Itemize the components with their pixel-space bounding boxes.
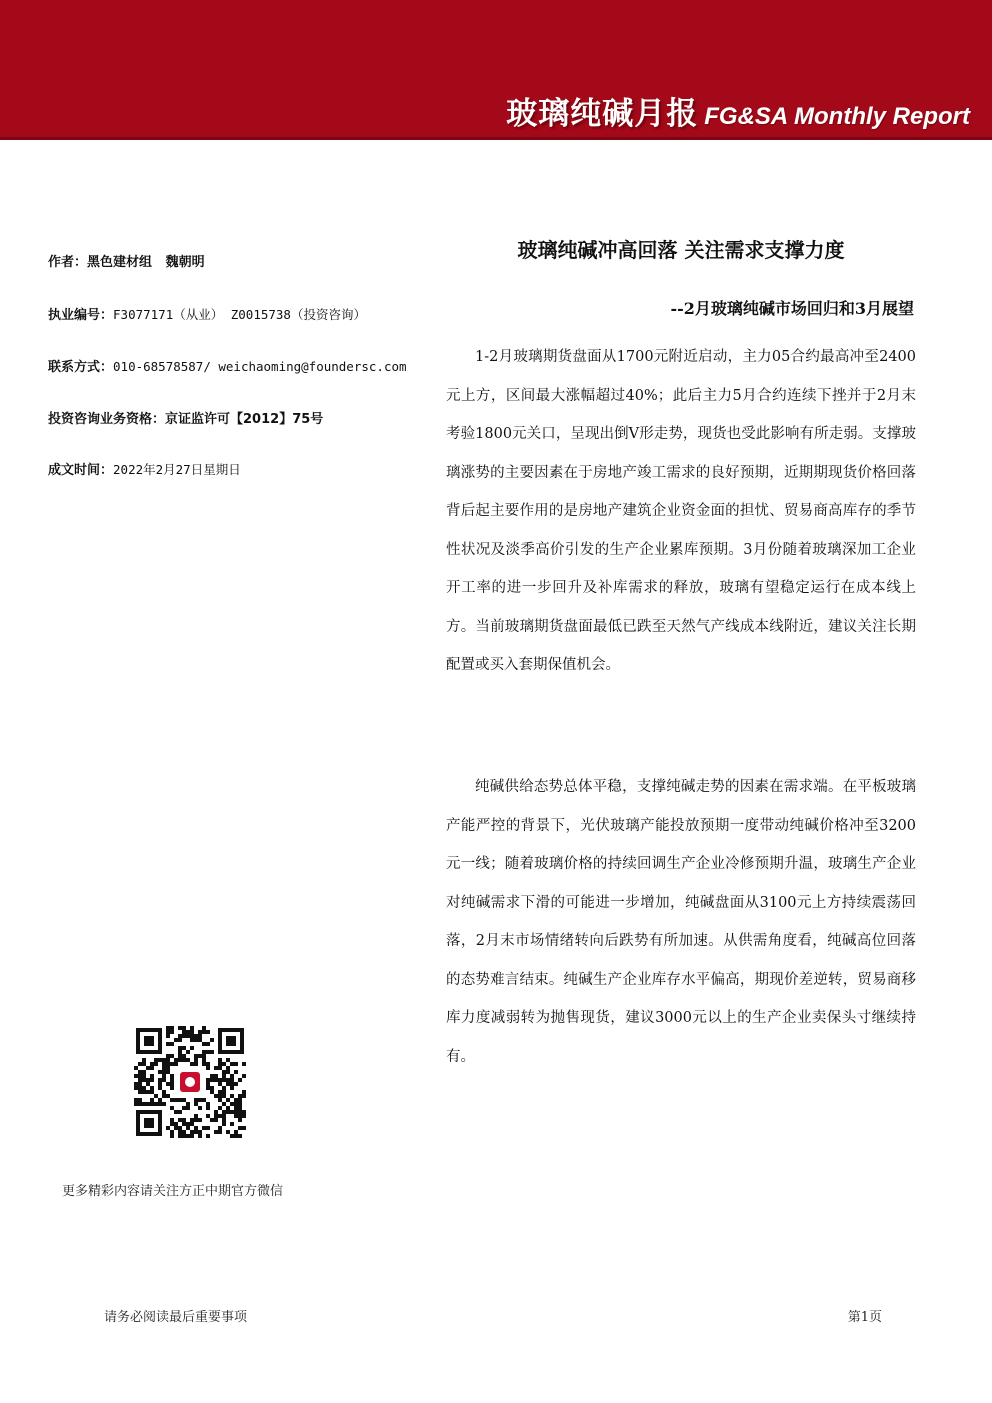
author-name: 魏朝明 <box>165 255 205 270</box>
qr-caption: 更多精彩内容请关注方正中期官方微信 <box>62 1184 284 1199</box>
qualification-value: 京证监许可【2012】75号 <box>165 412 324 427</box>
contact-value[interactable]: 010-68578587/ weichaoming@foundersc.com <box>113 359 407 374</box>
qualification-label: 投资咨询业务资格： <box>48 412 166 427</box>
qualification-line <box>48 408 323 427</box>
paragraph-soda-ash: 纯碱供给态势总体平稳，支撑纯碱走势的因素在需求端。在平板玻璃产能严控的背景下，光伏玻璃产能投放预期一度带动纯碱价格冲至3200元一线；随着玻璃价格的持续回调生产企业冷修预期升温，玻璃生产企业对纯碱需求下滑的可能进一步增加，纯碱盘面从3100元上方持续震荡回落，2月末市场情绪转向后跌势有所加速。从供需角度看，纯碱高位回落的态势难言结束。纯碱生产企业库存水平偏高，期现价差逆转，贸易商移库力度减弱转为抛售现货，建议3000元以上的生产企业卖保头寸继续持有。 <box>446 779 916 1065</box>
page-number: 第1页 <box>847 1310 882 1325</box>
qr-finder-top-right <box>218 1028 244 1054</box>
paragraph-glass: 1-2月玻璃期货盘面从1700元附近启动，主力05合约最高冲至2400元上方，区间最大涨幅超过40%；此后主力5月合约连续下挫并于2月末考验1800元关口，呈现出倒V形走势，现货也受此影响有所走弱。支撑玻璃涨势的主要因素在于房地产竣工需求的良好预期，近期期现货价格回落背后起主要作用的是房地产建筑企业资金面的担忧、贸易商高库存的季节性状况及淡季高价引发的生产企业累库预期。3月份随着玻璃深加工企业开工率的进一步回升及补库需求的释放，玻璃有望稳定运行在成本线上方。当前玻璃期货盘面最低已跌至天然气产线成本线附近，建议关注长期配置或买入套期保值机会。 <box>446 349 916 673</box>
report-header-title <box>506 88 970 132</box>
date-line <box>48 459 241 478</box>
license-line <box>48 304 366 323</box>
date-label: 成文时间： <box>48 463 114 478</box>
header-title-en: FG&SA Monthly Report <box>704 103 970 130</box>
report-title: 玻璃纯碱冲高回落 关注需求支撑力度 <box>517 238 845 262</box>
author-line <box>48 251 205 270</box>
footer-notice: 请务必阅读最后重要事项 <box>104 1310 248 1325</box>
author-group: 黑色建材组 <box>87 255 153 270</box>
header-band <box>0 0 992 140</box>
license-label: 执业编号： <box>48 308 114 323</box>
date-value: 2022年2月27日星期日 <box>113 462 241 477</box>
contact-line <box>48 356 407 375</box>
wechat-qr-code <box>134 1026 246 1138</box>
contact-label: 联系方式： <box>48 360 114 375</box>
license-value: F3077171（从业） Z0015738（投资咨询） <box>113 307 366 322</box>
header-title-cn: 玻璃纯碱月报 <box>506 96 699 132</box>
qr-finder-bottom-left <box>136 1110 162 1136</box>
qr-finder-top-left <box>136 1028 162 1054</box>
author-label: 作者： <box>48 255 88 270</box>
report-subtitle: --2月玻璃纯碱市场回归和3月展望 <box>670 299 914 318</box>
